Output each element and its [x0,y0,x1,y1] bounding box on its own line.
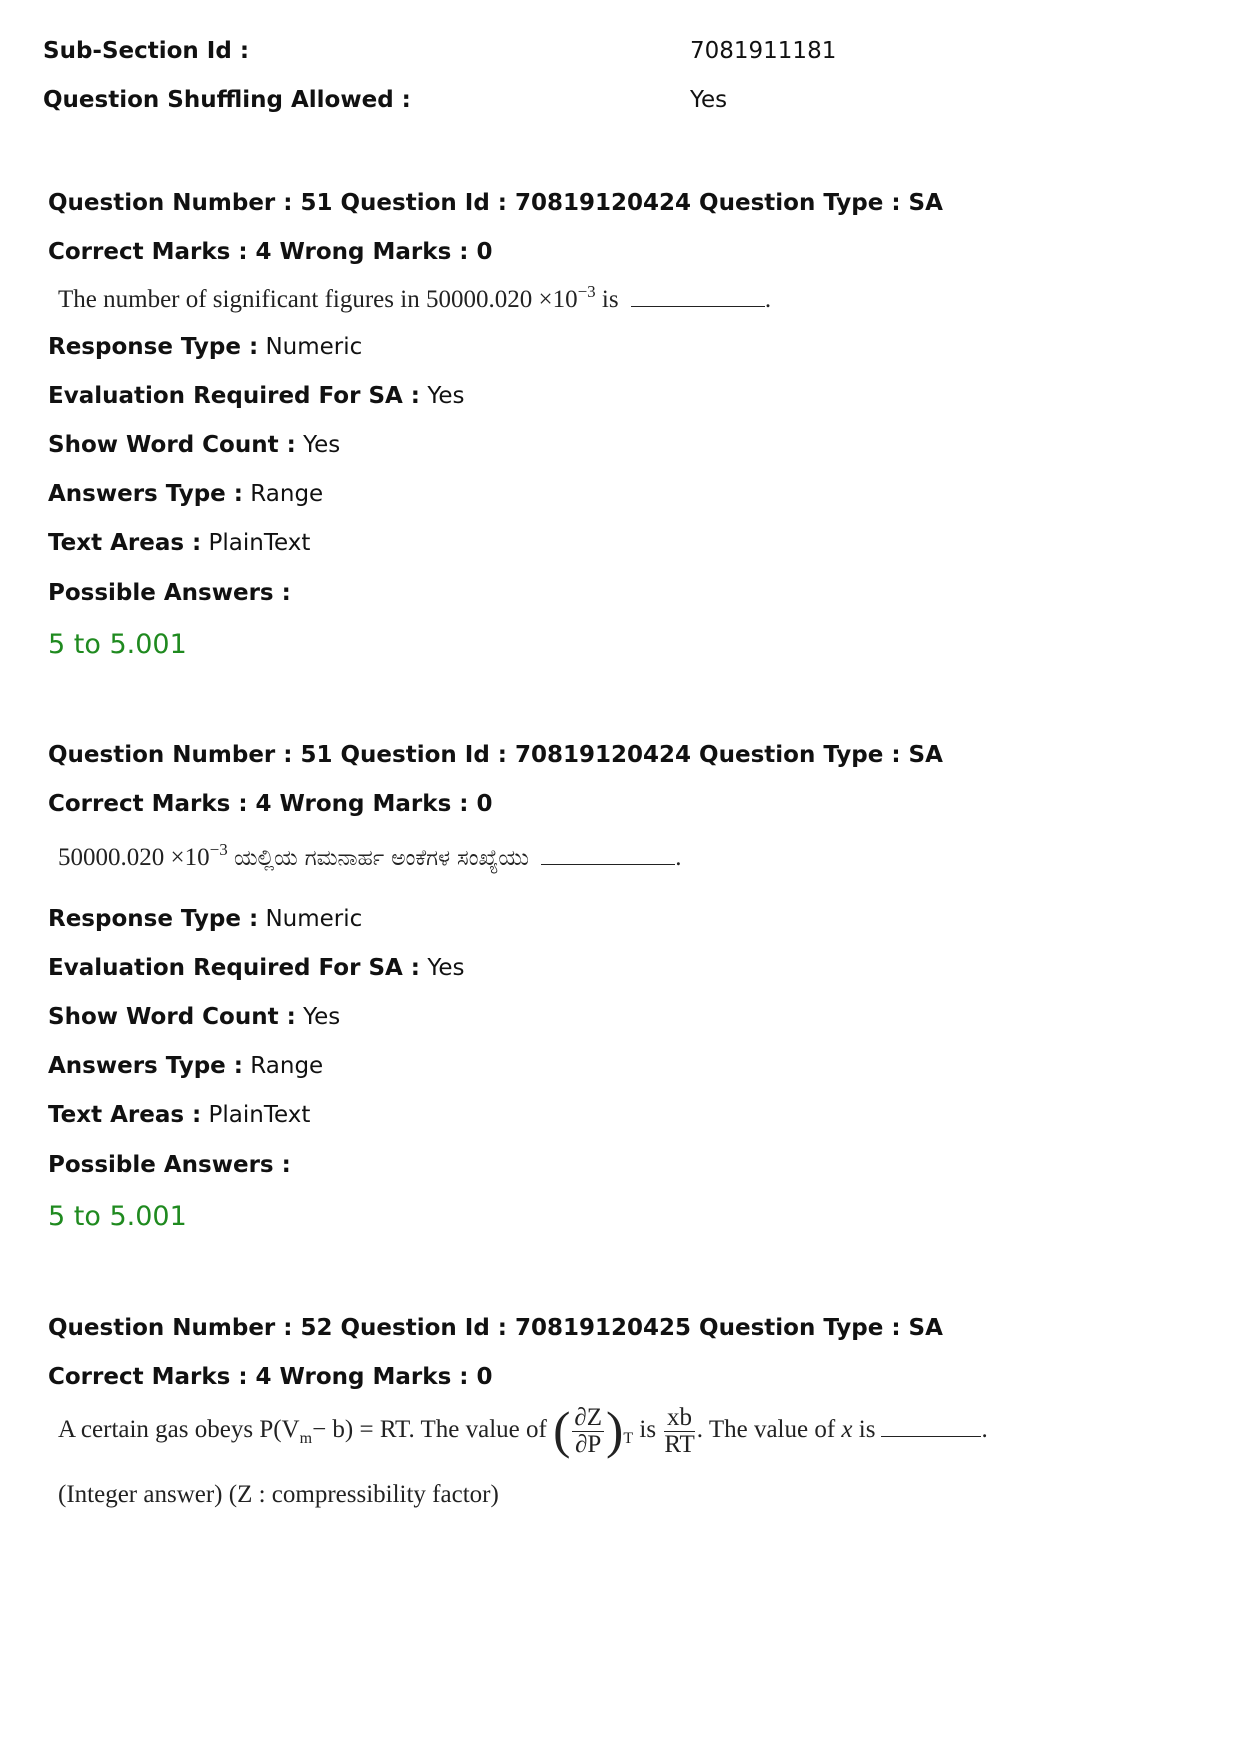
question-title: Question Number : 51 Question Id : 70819120424 Question Type : SA [48,742,943,768]
question-text: The number of significant figures in $50000.020 \times 10^{-3}$ is . [58,282,772,313]
question-marks: Correct Marks : 4 Wrong Marks : 0 [48,1364,493,1390]
question-text: A certain gas obeys $P(V_m- b)$ = RT. The value of ( $\frac{\partial Z}{\partial P}$ )$_T$ is $\frac{xb}{RT}$ . The value of x is . [58,1402,988,1460]
answer-blank [881,1436,981,1437]
question-shuffling-value: Yes [690,87,728,113]
answers-type-row: Answers Type : Range [48,481,324,507]
question-text-line2: (Integer answer) (Z : compressibility factor) [58,1481,499,1508]
text-areas-row: Text Areas : PlainText [48,1102,311,1128]
question-marks: Correct Marks : 4 Wrong Marks : 0 [48,239,493,265]
question-text: $50000.020 \times 10^{-3}$ ಯಲ್ಲಿಯ ಗಮನಾರ್ಹ ಅಂಕೆಗಳ ಸಂಖ್ಯೆಯು . [58,840,682,871]
response-type-row: Response Type : Numeric [48,906,363,932]
answers-type-row: Answers Type : Range [48,1053,324,1079]
possible-answer-value: 5 to 5.001 [48,1201,187,1232]
evaluation-required-row: Evaluation Required For SA : Yes [48,383,465,409]
question-title: Question Number : 52 Question Id : 70819120425 Question Type : SA [48,1315,943,1341]
possible-answers-label: Possible Answers : [48,1152,291,1178]
question-marks: Correct Marks : 4 Wrong Marks : 0 [48,791,493,817]
possible-answer-value: 5 to 5.001 [48,629,187,660]
response-type-row: Response Type : Numeric [48,334,363,360]
show-word-count-row: Show Word Count : Yes [48,1004,341,1030]
answer-blank [631,306,765,307]
question-shuffling-label: Question Shuffling Allowed : [43,87,411,113]
evaluation-required-row: Evaluation Required For SA : Yes [48,955,465,981]
subsection-id-label: Sub-Section Id : [43,38,250,64]
answer-blank [541,864,675,865]
show-word-count-row: Show Word Count : Yes [48,432,341,458]
question-title: Question Number : 51 Question Id : 70819120424 Question Type : SA [48,190,943,216]
text-areas-row: Text Areas : PlainText [48,530,311,556]
subsection-id-value: 7081911181 [690,38,837,64]
possible-answers-label: Possible Answers : [48,580,291,606]
